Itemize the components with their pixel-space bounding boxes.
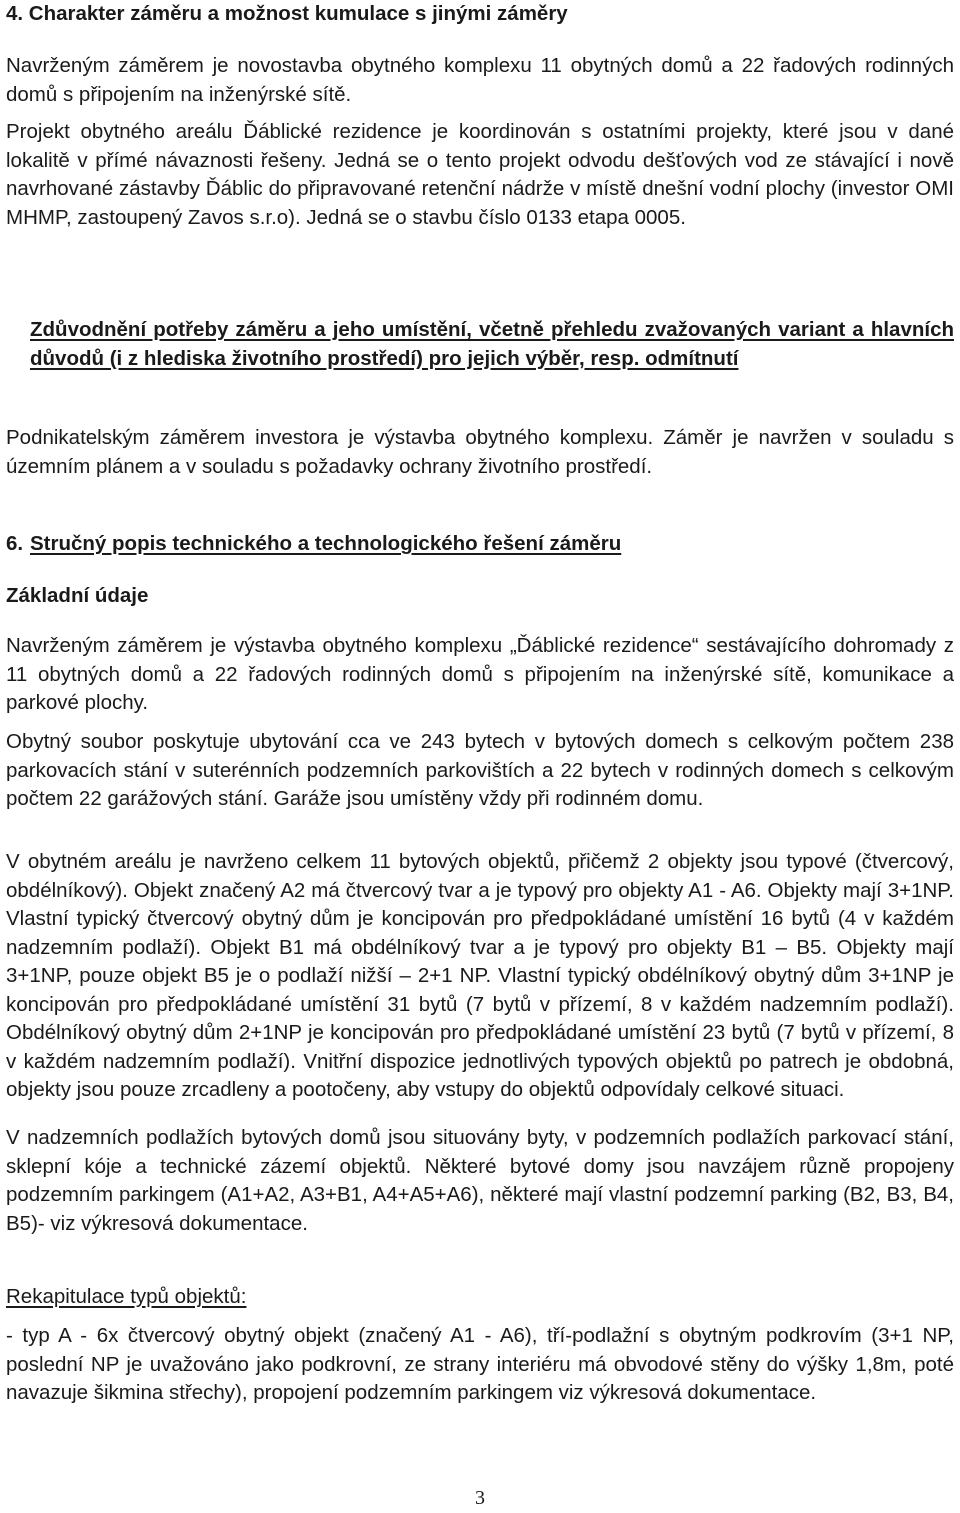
section-5-paragraph-1 (6, 424, 954, 481)
section-6-paragraph-4-text: V nadzemních podlažích bytových domů jsou situovány byty, v podzemních podlažích parkovací stání, sklepní kóje a technické zázemí objektů. Některé bytové domy jsou navzájem různě propojeny podzemním parkingem (A1+A2, A3+B1, A4+A5+A6), některé mají vlastní podzemní parking (B2, B3, B4, B5)- viz výkresová dokumentace. (6, 1126, 954, 1235)
section-6-paragraph-2 (6, 728, 954, 814)
page-number: 3 (475, 1487, 485, 1509)
section-4-paragraph-1-text: Navrženým záměrem je novostavba obytného komplexu 11 obytných domů a 22 řadových rodinných domů s připojením na inženýrské sítě. (6, 54, 954, 106)
section-4-heading: 4. Charakter záměru a možnost kumulace s jinými záměry (6, 2, 568, 25)
recap-heading-block (6, 1283, 954, 1312)
section-5-heading-text: Zdůvodnění potřeby záměru a jeho umístění, včetně přehledu zvažovaných variant a hlavních důvodů (i z hlediska životního prostředí) pro jejich výběr, resp. odmítnutí (30, 318, 954, 370)
section-6-paragraph-2-text: Obytný soubor poskytuje ubytování cca ve 243 bytech v bytových domech s celkovým počtem 238 parkovacích stání v suterénních podzemních parkovištích a 22 bytech v rodinných domech s celkovým počtem 22 garážových stání. Garáže jsou umístěny vždy při rodinném domu. (6, 730, 954, 810)
section-6-paragraph-3-text: V obytném areálu je navrženo celkem 11 bytových objektů, přičemž 2 objekty jsou typové (čtvercový, obdélníkový). Objekt značený A2 má čtvercový tvar a je typový pro objekty A1 - A6. Objekty mají 3+1NP. Vlastní typický čtvercový obytný dům je koncipován pro předpokládané umístění 16 bytů (4 v každém nadzemním podlaží). Objekt B1 má obdélníkový tvar a je typový pro objekty B1 – B5. Objekty mají 3+1NP, pouze objekt B5 je o podlaží nižší – 2+1 NP. Vlastní typický obdélníkový obytný dům 3+1NP je koncipován pro předpokládané umístění 31 bytů (7 bytů v přízemí, 8 v každém nadzemním podlaží). Obdélníkový obytný dům 2+1NP je koncipován pro předpokládané umístění 23 bytů (7 bytů v přízemí, 8 v každém nadzemním podlaží). Vnitřní dispozice jednotlivých typových objektů po patrech je obdobná, objekty jsou pouze zrcadleny a pootočeny, aby vstupy do objektů odpovídaly celkové situaci. (6, 850, 954, 1101)
section-6-heading-text: Stručný popis technického a technologického řešení záměru (30, 532, 622, 555)
section-5-paragraph-1-text: Podnikatelským záměrem investora je výstavba obytného komplexu. Záměr je navržen v souladu s územním plánem a v souladu s požadavky ochrany životního prostředí. (6, 426, 954, 478)
section-6-paragraph-1 (6, 632, 954, 718)
section-6-paragraph-4 (6, 1124, 954, 1238)
section-6-paragraph-1-text: Navrženým záměrem je výstavba obytného komplexu „Ďáblické rezidence“ sestávajícího dohromady z 11 obytných domů a 22 řadových rodinných domů s připojením na inženýrské sítě, komunikace a parkové plochy. (6, 634, 954, 714)
basic-data-heading: Základní údaje (6, 584, 149, 607)
recap-heading: Rekapitulace typů objektů: (6, 1285, 247, 1308)
list-item: - typ A - 6x čtvercový obytný objekt (značený A1 - A6), tří-podlažní s obytným podkrovím (3+1 NP, poslední NP je uvažováno jako podkrovní, ze strany interiéru má obvodové stěny do výšky 1,8m, poté navazuje šikmina střechy), propojení podzemním parkingem viz výkresová dokumentace. (6, 1324, 954, 1404)
section-4-paragraph-1 (6, 52, 954, 109)
section-6-subheading (6, 582, 954, 611)
section-5-heading (6, 316, 954, 373)
object-type-list (6, 1322, 954, 1408)
section-4-paragraph-2-text: Projekt obytného areálu Ďáblické rezidence je koordinován s ostatními projekty, které jsou v dané lokalitě v přímé návaznosti řešeny. Jedná se o tento projekt odvodu dešťových vod ze stávající i nově navrhované zástavby Ďáblic do připravované retenční nádrže v místě dnešní vodní plochy (investor OMI MHMP, zastoupený Zavos s.r.o). Jedná se o stavbu číslo 0133 etapa 0005. (6, 120, 954, 229)
section-4 (6, 0, 954, 29)
section-5-number (6, 316, 30, 345)
section-4-paragraph-2 (6, 118, 954, 232)
section-6-paragraph-3 (6, 848, 954, 1105)
section-6-number: 6. (6, 532, 24, 555)
section-6-heading (6, 530, 954, 559)
